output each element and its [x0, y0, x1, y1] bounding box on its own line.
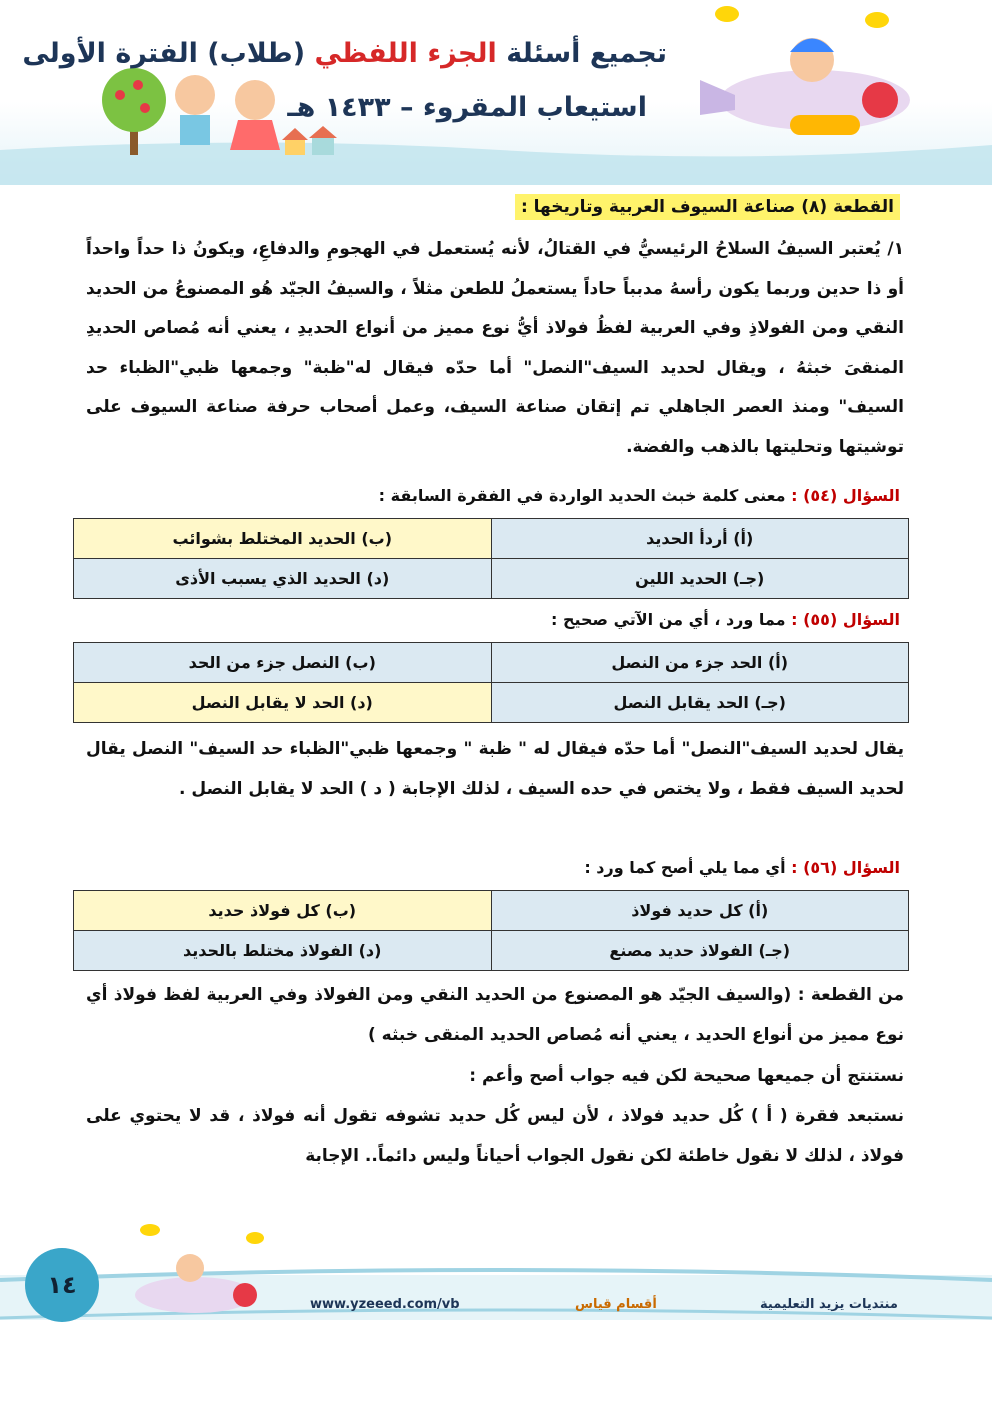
question-text: معنى كلمة خبث الحديد الواردة في الفقرة السابقة :: [378, 486, 786, 505]
footer-url[interactable]: www.yzeeed.com/vb: [310, 1297, 460, 1312]
options-table-56: [73, 890, 909, 971]
option-a[interactable]: (أ) الحد جزء من النصل: [491, 643, 909, 683]
option-c[interactable]: (جـ) الفولاذ حديد مصنع: [491, 931, 909, 971]
option-b[interactable]: (ب) النصل جزء من الحد: [74, 643, 492, 683]
page-number: ١٤: [25, 1248, 99, 1322]
options-table-55: [73, 642, 909, 723]
option-c[interactable]: (جـ) الحديد اللين: [491, 559, 909, 599]
passage-title: القطعة (٨) صناعة السيوف العربية وتاريخها :: [515, 194, 900, 220]
question-56: [584, 858, 900, 877]
title-part2: (طلاب) الفترة الأولى: [22, 38, 306, 69]
question-55: [551, 610, 900, 629]
explanation-56-conclusion: نستنتج أن جميعها صحيحة لكن فيه جواب أصح وأعم :: [469, 1066, 904, 1086]
option-b[interactable]: (ب) الحديد المختلط بشوائب: [74, 519, 492, 559]
option-d[interactable]: (د) الحديد الذي يسبب الأذى: [74, 559, 492, 599]
option-a[interactable]: (أ) كل حديد فولاذ: [491, 891, 909, 931]
question-54: [379, 486, 900, 505]
question-text: أي مما يلي أصح كما ورد :: [584, 858, 786, 877]
option-b[interactable]: (ب) كل فولاذ حديد: [74, 891, 492, 931]
option-d[interactable]: (د) الحد لا يقابل النصل: [74, 683, 492, 723]
explanation-55: يقال لحديد السيف"النصل" أما حدّه فيقال له " ظبة " وجمعها ظبي"الظباء حد السيف" النصل يقال لحديد السيف فقط ، ولا يختص في حده السيف ، لذلك الإجابة ( د ) الحد لا يقابل النصل .: [86, 739, 904, 799]
explanation-56: من القطعة : (والسيف الجيّد هو المصنوع من الحديد النقي ومن الفولاذ وفي العربية لفظ فولاذ أي نوع مميز من أنواع الحديد ، يعني أنه مُصاص الحديد المنقى خبثه ): [86, 985, 904, 1045]
question-label: السؤال (٥٦) :: [791, 858, 900, 877]
explanation-56-detail: نستبعد فقرة ( أ ) كُل حديد فولاذ ، لأن ليس كُل حديد تشوفه تقول أنه فولاذ ، قد لا يحتوي على فولاذ ، لذلك لا نقول خاطئة لكن نقول الجواب أحياناً وليس دائماً.. الإجابة: [86, 1106, 904, 1166]
page-header: [0, 0, 992, 185]
footer-forum-name: منتديات يزيد التعليمية: [760, 1297, 898, 1312]
title-part1: تجميع أسئلة: [506, 38, 667, 69]
passage-text: ١/ يُعتبر السيفُ السلاحُ الرئيسيُّ في القتالُ، لأنه يُستعمل في الهجومِ والدفاعِ، ويكونُ ذا حداً واحداً أو ذا حدين وربما يكون رأسهُ مدبباً حاداً يستعملُ للطعن مثلاً ، والسيفُ الجيّد هُو المصنوعُ من الحديد النقي ومن الفولاذِ وفي العربية لفظُ فولاذ أيُّ نوع مميز من أنواع الحديدِ ، يعني أنه مُصاص الحديدِ المنقىَ خبثهُ ، ويقال لحديد السيف"النصل" أما حدّه فيقال له"ظبة" وجمعها ظبي"الظباء حد السيف" ومنذ العصر الجاهلي تم إتقان صناعة السيف، وعمل أصحاب حرفة صناعة السيوف على توشيتها وتحليتها بالذهب والفضة.: [86, 239, 904, 457]
option-c[interactable]: (جـ) الحد يقابل النصل: [491, 683, 909, 723]
option-d[interactable]: (د) الفولاذ مختلط بالحديد: [74, 931, 492, 971]
page-subtitle: استيعاب المقروء – ١٤٣٣ هـ: [287, 92, 647, 123]
title-highlight: الجزء اللفظي: [314, 38, 497, 69]
question-text: مما ورد ، أي من الآتي صحيح :: [550, 610, 786, 629]
options-table-54: [73, 518, 909, 599]
option-a[interactable]: (أ) أردأ الحديد: [491, 519, 909, 559]
question-label: السؤال (٥٤) :: [791, 486, 900, 505]
footer-section[interactable]: أقسام قياس: [575, 1297, 657, 1312]
question-label: السؤال (٥٥) :: [791, 610, 900, 629]
page-title: [22, 38, 667, 69]
